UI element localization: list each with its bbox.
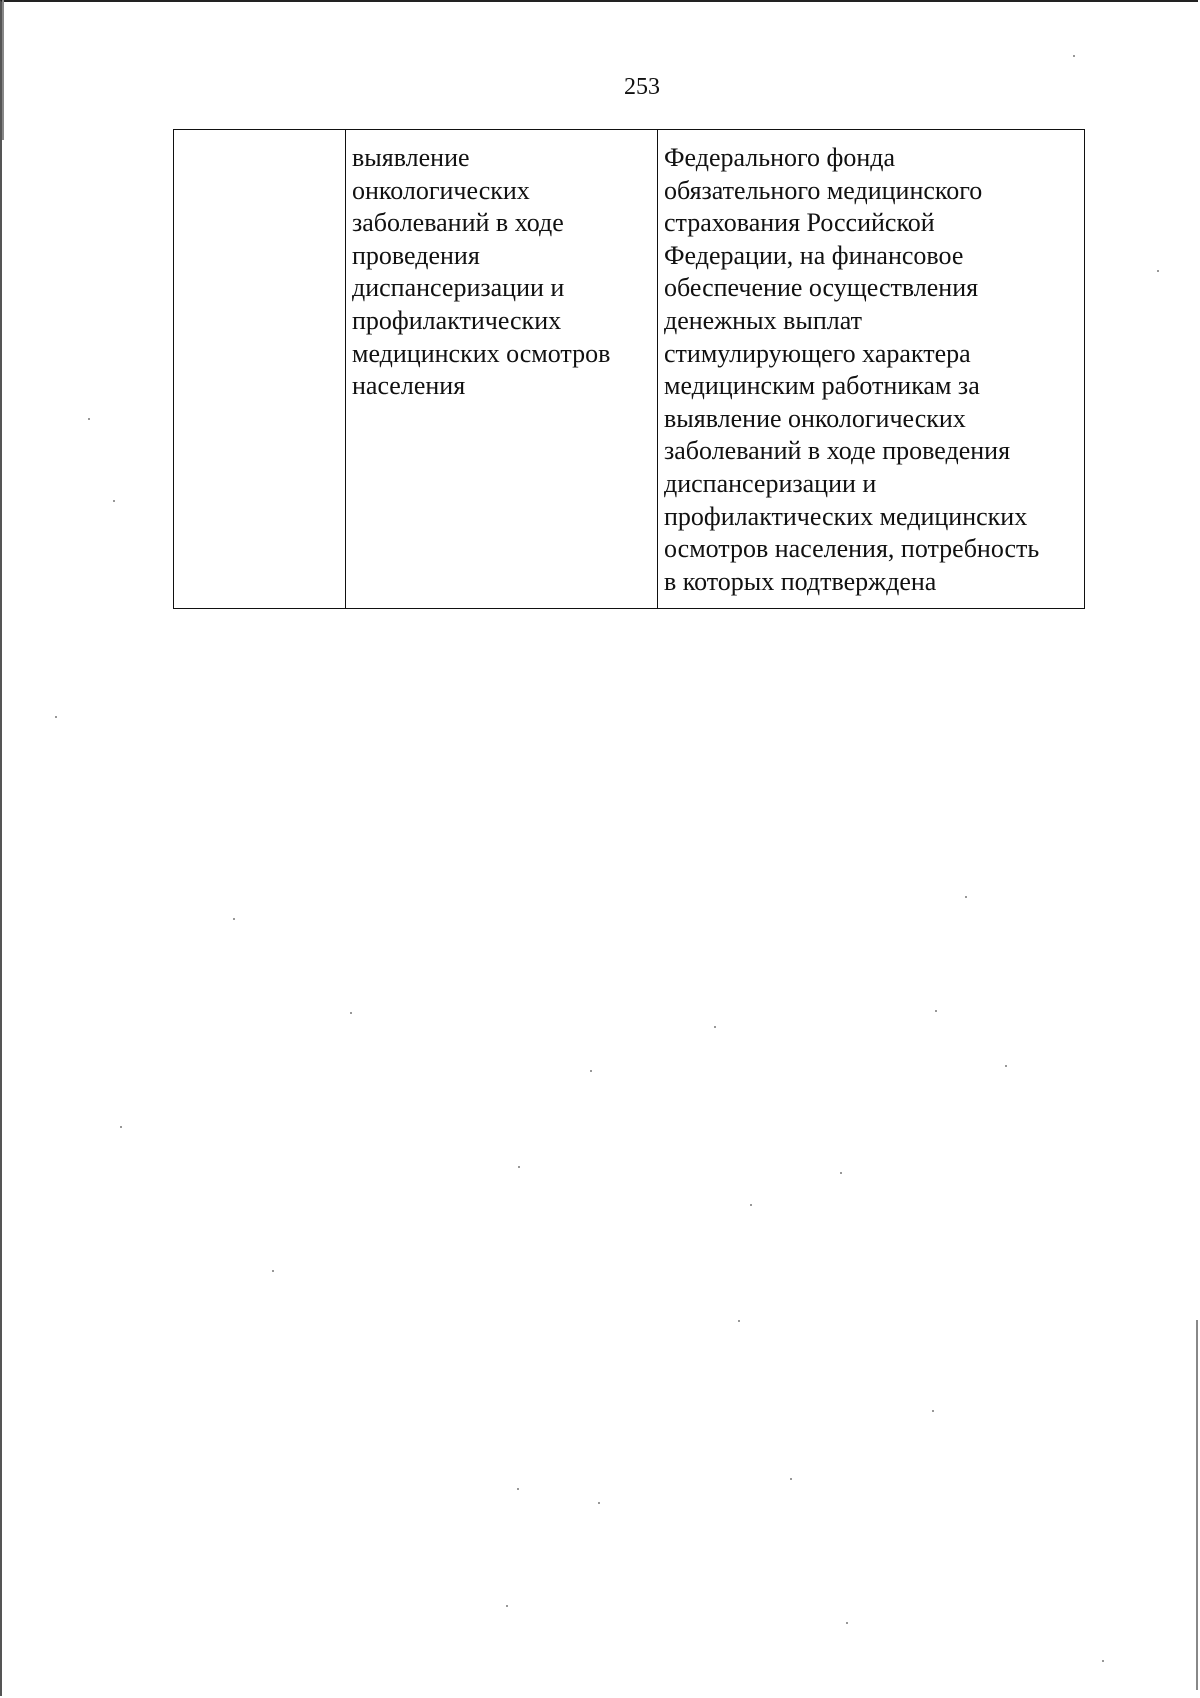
scan-speck [1073,55,1075,57]
scan-speck [714,1026,716,1028]
scan-speck [738,1320,740,1322]
scan-speck [1005,1065,1007,1067]
scan-speck [750,1204,752,1206]
scan-speck [935,1010,937,1012]
scan-speck [517,1488,519,1490]
scan-speck [965,896,967,898]
scan-speck [598,1502,600,1504]
scan-speck [55,716,57,718]
scan-edge-mark [2,0,4,140]
scan-speck [932,1410,934,1412]
scan-speck [88,418,90,420]
table-cell-1 [174,130,346,608]
scan-speck [518,1166,520,1168]
scan-speck [113,500,115,502]
page-number: 253 [624,74,660,100]
scan-speck [840,1172,842,1174]
scan-speck [272,1270,274,1272]
scan-speck [1102,1660,1104,1662]
table-cell-3: Федерального фонда обязательного медицинского страхования Российской Федерации, на финансовое обеспечение осуществления денежных выплат стимулирующего характера медицинским работникам за выявление онкологических заболеваний в ходе проведения диспансеризации и профилактических медицинских осмотров населения, потребность в которых подтверждена [664,143,1040,596]
document-table [173,129,1085,609]
scan-speck [506,1605,508,1607]
scan-edge-mark [1196,1320,1198,1690]
scan-speck [120,1126,122,1128]
scan-speck [846,1622,848,1624]
scan-speck [233,918,235,920]
scan-speck [790,1478,792,1480]
scan-speck [1157,270,1159,272]
table-cell-2: выявление онкологических заболеваний в ходе проведения диспансеризации и профилактических медицинских осмотров населения [346,130,658,608]
scan-speck [350,1012,352,1014]
scan-speck [590,1070,592,1072]
